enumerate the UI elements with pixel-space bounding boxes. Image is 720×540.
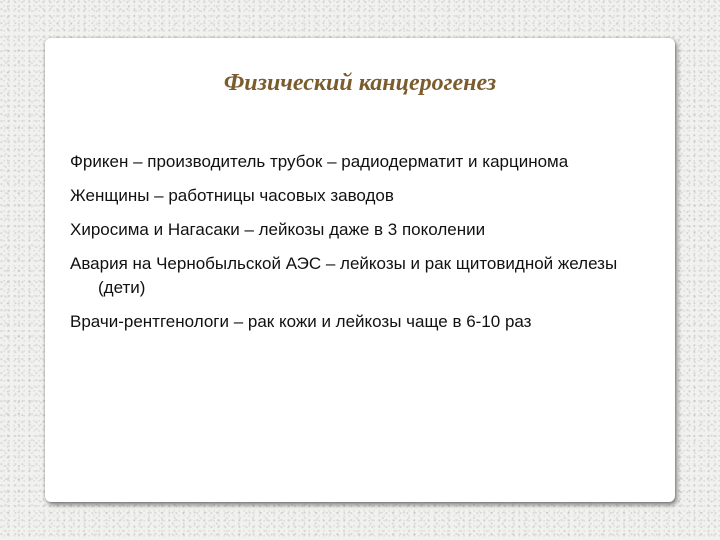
list-item: Врачи-рентгенологи – рак кожи и лейкозы чаще в 6-10 раз — [70, 312, 532, 331]
bullet-list — [70, 150, 650, 344]
list-item: Хиросима и Нагасаки – лейкозы даже в 3 поколении — [70, 220, 486, 239]
list-item: Авария на Чернобыльской АЭС – лейкозы и рак щитовидной железы (дети) — [70, 254, 618, 297]
slide-title: Физический канцерогенез — [223, 70, 497, 96]
list-item: Женщины – работницы часовых заводов — [70, 186, 394, 205]
list-item: Фрикен – производитель трубок – радиодерматит и карцинома — [70, 152, 569, 171]
